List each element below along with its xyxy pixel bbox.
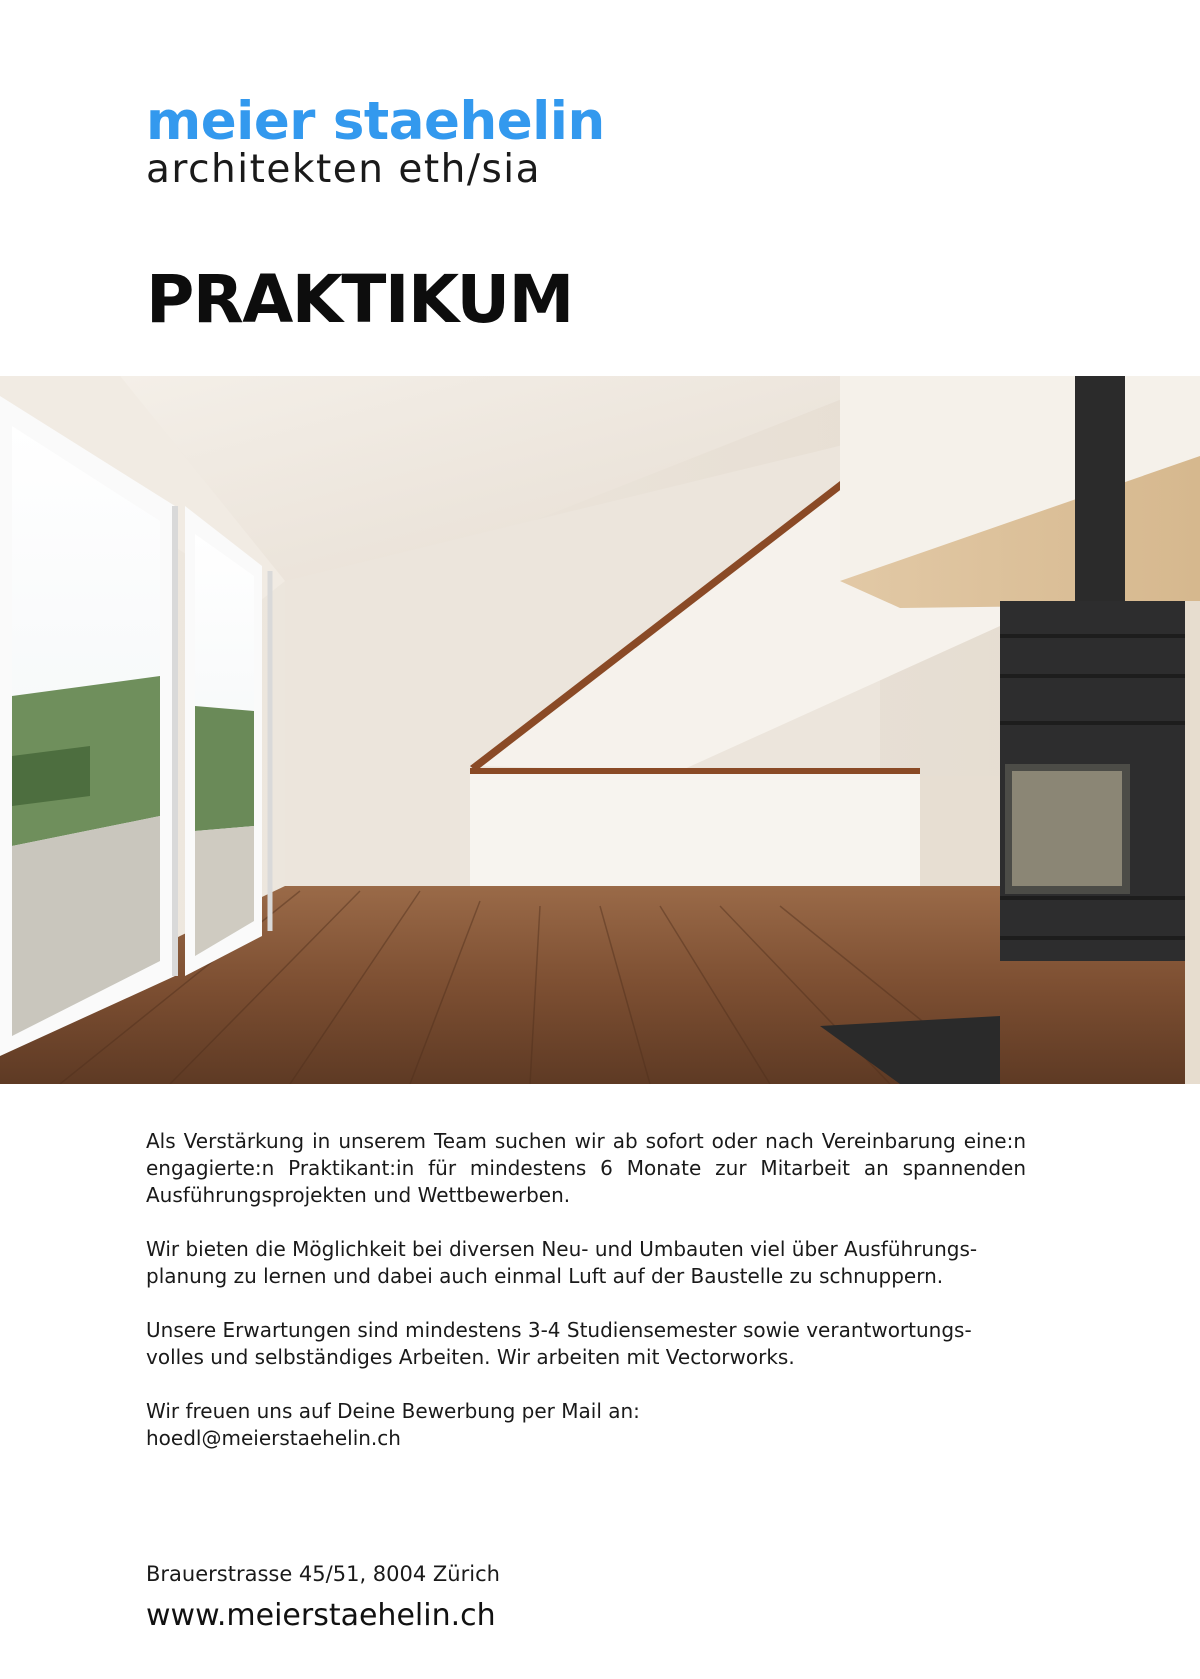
website-link[interactable]: www.meierstaehelin.ch [146,1598,496,1633]
logo-subtitle: architekten eth/sia [146,147,542,192]
body-text [146,1128,1026,1479]
paragraph-offer-line-1: Wir bieten die Möglichkeit bei diversen Neu- und Umbauten viel über Ausführungs- [146,1237,978,1261]
paragraph-offer [146,1236,1026,1290]
interior-photo [0,376,1200,1084]
paragraph-intro: Als Verstärkung in unserem Team suchen wir ab sofort oder nach Vereinbarung eine:n engagierte:n Praktikant:in für mindestens 6 Monate zur Mitarbeit an spannenden Ausführungsprojekten und Wettbewerben. [146,1129,1026,1207]
paragraph-expectations-line-2: volles und selbständiges Arbeiten. Wir arbeiten mit Vectorworks. [146,1345,795,1369]
footer [146,1560,500,1636]
logo [146,92,605,192]
paragraph-contact [146,1398,1026,1452]
logo-name: meier staehelin [146,91,605,152]
paragraph-expectations-line-1: Unsere Erwartungen sind mindestens 3-4 Studiensemester sowie verantwortungs- [146,1318,972,1342]
paragraph-expectations [146,1317,1026,1371]
paragraph-contact-line-1: Wir freuen uns auf Deine Bewerbung per Mail an: [146,1399,640,1423]
contact-email-link[interactable]: hoedl@meierstaehelin.ch [146,1426,401,1450]
paragraph-offer-line-2: planung zu lernen und dabei auch einmal Luft auf der Baustelle zu schnuppern. [146,1264,944,1288]
interior-photo-icon [0,376,1200,1084]
address: Brauerstrasse 45/51, 8004 Zürich [146,1562,500,1586]
page-title: PRAKTIKUM [146,261,573,338]
